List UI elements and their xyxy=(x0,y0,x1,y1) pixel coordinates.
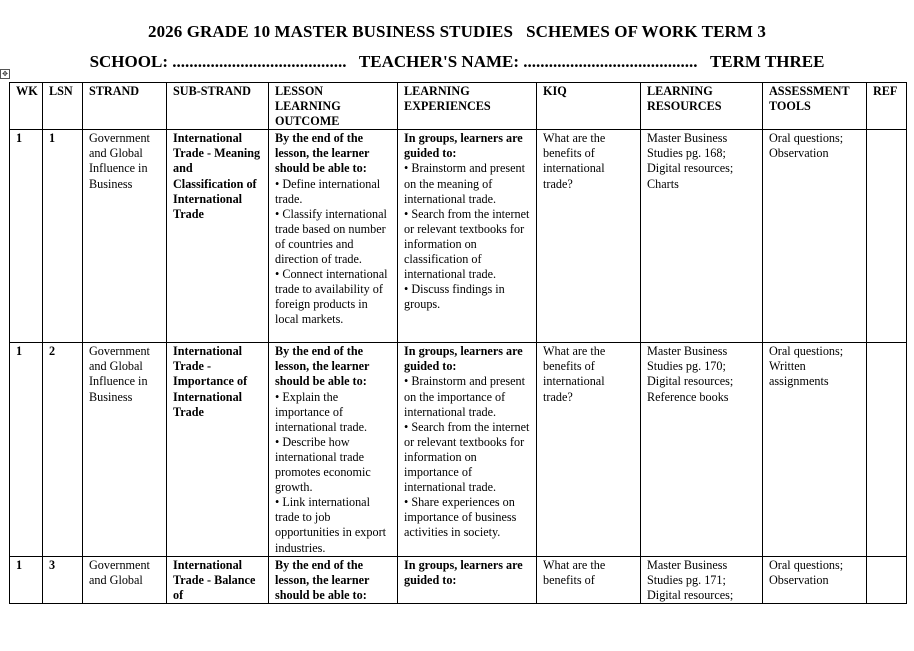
schemes-of-work-table xyxy=(9,82,907,604)
experience-item: • Discuss findings in groups. xyxy=(404,282,505,312)
table-row xyxy=(10,343,907,556)
experience-item: • Brainstorm and present on the importance of international trade. xyxy=(404,374,526,419)
experiences-intro: In groups, learners are guided to: xyxy=(404,344,523,374)
experience-item: • Brainstorm and present on the meaning of international trade. xyxy=(404,161,526,206)
column-header-lesson-learning-outcome: LESSON LEARNING OUTCOME xyxy=(269,83,398,130)
resource-item: Digital resources; xyxy=(647,374,734,389)
cell-learning-outcome xyxy=(269,556,398,603)
table-row xyxy=(10,130,907,343)
cell-strand: Government and Global xyxy=(83,556,167,603)
column-header-kiq: KIQ xyxy=(537,83,641,130)
assessment-item: Observation xyxy=(769,146,829,161)
column-header-lsn: LSN xyxy=(43,83,83,130)
outcome-intro: By the end of the lesson, the learner should be able to: xyxy=(275,131,370,176)
outcome-item: • Connect international trade to availability of foreign products in local markets. xyxy=(275,267,388,327)
experience-item: • Share experiences on importance of business activities in society. xyxy=(404,495,517,540)
resource-item: Digital resources; xyxy=(647,161,734,176)
column-header-wk: WK xyxy=(10,83,43,130)
table-row xyxy=(10,556,907,603)
column-header-strand: STRAND xyxy=(83,83,167,130)
assessment-item: Observation xyxy=(769,572,829,587)
resource-item: Master Business Studies pg. 170; xyxy=(647,344,728,374)
cell-kiq: What are the benefits of international trade? xyxy=(537,343,641,556)
cell-strand: Government and Global Influence in Business xyxy=(83,130,167,343)
cell-learning-resources xyxy=(641,556,763,603)
resource-item: Master Business Studies pg. 171; xyxy=(647,557,728,587)
cell-learning-experiences xyxy=(398,343,537,556)
outcome-item: • Explain the importance of international trade. xyxy=(275,389,368,434)
cell-wk: 1 xyxy=(10,556,43,603)
cell-strand: Government and Global Influence in Business xyxy=(83,343,167,556)
cell-sub-strand: International Trade - Balance of xyxy=(167,556,269,603)
cell-learning-resources xyxy=(641,343,763,556)
cell-ref xyxy=(867,343,907,556)
cell-learning-experiences xyxy=(398,556,537,603)
outcome-intro: By the end of the lesson, the learner should be able to: xyxy=(275,557,370,602)
table-move-handle-icon[interactable]: ✥ xyxy=(0,69,10,79)
assessment-item: Oral questions; xyxy=(769,131,844,146)
column-header-assessment-tools: ASSESSMENT TOOLS xyxy=(763,83,867,130)
cell-learning-outcome xyxy=(269,130,398,343)
cell-lsn: 2 xyxy=(43,343,83,556)
assessment-item: Oral questions; xyxy=(769,557,844,572)
table-header-row xyxy=(10,83,907,130)
assessment-item: Oral questions; xyxy=(769,344,844,359)
cell-lsn: 1 xyxy=(43,130,83,343)
cell-assessment-tools xyxy=(763,130,867,343)
outcome-item: • Classify international trade based on number of countries and direction of trade. xyxy=(275,206,387,267)
resource-item: Digital resources; xyxy=(647,587,734,602)
experience-item: • Search from the internet or relevant textbooks for information on classification of international trade. xyxy=(404,206,530,282)
cell-learning-outcome xyxy=(269,343,398,556)
cell-wk: 1 xyxy=(10,130,43,343)
resource-item: Charts xyxy=(647,176,679,191)
cell-ref xyxy=(867,556,907,603)
outcome-intro: By the end of the lesson, the learner should be able to: xyxy=(275,344,370,389)
experience-item: • Search from the internet or relevant textbooks for information on importance of international trade. xyxy=(404,419,530,495)
cell-sub-strand: International Trade - Importance of International Trade xyxy=(167,343,269,556)
column-header-ref: REF xyxy=(867,83,907,130)
outcome-item: • Describe how international trade promotes economic growth. xyxy=(275,434,371,495)
cell-sub-strand: International Trade - Meaning and Classification of International Trade xyxy=(167,130,269,343)
cell-learning-experiences xyxy=(398,130,537,343)
assessment-item: Written assignments xyxy=(769,359,829,389)
outcome-item: • Define international trade. xyxy=(275,176,381,206)
resource-item: Reference books xyxy=(647,389,729,404)
column-header-sub-strand: SUB-STRAND xyxy=(167,83,269,130)
experiences-intro: In groups, learners are guided to: xyxy=(404,557,523,587)
cell-kiq: What are the benefits of international trade? xyxy=(537,130,641,343)
cell-kiq: What are the benefits of xyxy=(537,556,641,603)
resource-item: Master Business Studies pg. 168; xyxy=(647,131,728,161)
outcome-item: • Link international trade to job opportunities in export industries. xyxy=(275,495,387,555)
cell-assessment-tools xyxy=(763,556,867,603)
experiences-intro: In groups, learners are guided to: xyxy=(404,131,523,161)
cell-assessment-tools xyxy=(763,343,867,556)
cell-lsn: 3 xyxy=(43,556,83,603)
school-teacher-term-line: SCHOOL: ......................................... TEACHER'S NAME: ......................................... TERM THREE xyxy=(89,52,825,71)
cell-wk: 1 xyxy=(10,343,43,556)
column-header-learning-resources: LEARNING RESOURCES xyxy=(641,83,763,130)
cell-ref xyxy=(867,130,907,343)
column-header-learning-experiences: LEARNING EXPERIENCES xyxy=(398,83,537,130)
cell-learning-resources xyxy=(641,130,763,343)
document-title: 2026 GRADE 10 MASTER BUSINESS STUDIES SCHEMES OF WORK TERM 3 xyxy=(147,22,766,41)
